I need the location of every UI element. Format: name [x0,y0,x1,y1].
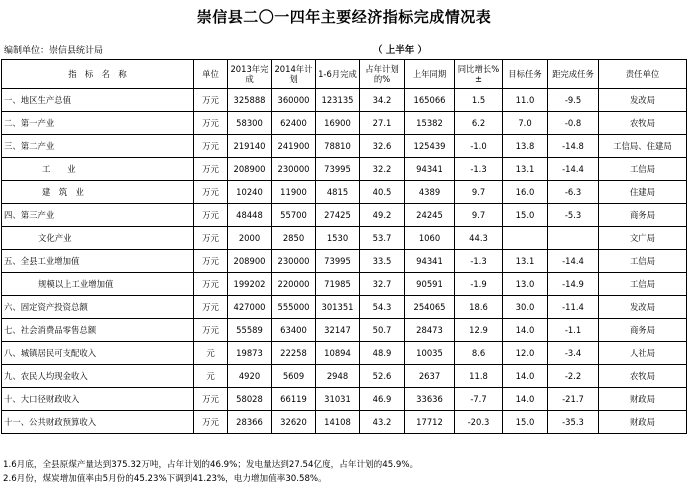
cell-2014-plan: 62400 [272,112,316,135]
cell-target: 7.0 [503,112,548,135]
cell-growth: -1.3 [455,250,503,273]
cell-gap: -11.4 [548,296,599,319]
cell-gap: -0.8 [548,112,599,135]
cell-gap: -6.3 [548,181,599,204]
cell-unit: 万元 [194,250,228,273]
header-target: 目标任务 [503,60,548,89]
cell-gap: -9.5 [548,89,599,112]
cell-last-year: 17712 [405,411,455,434]
cell-indicator-name: 六、固定资产投资总额 [2,296,194,319]
cell-growth: 18.6 [455,296,503,319]
cell-indicator-name: 工 业 [2,158,194,181]
cell-last-year: 125439 [405,135,455,158]
table-row [2,273,687,296]
cell-pct-of-plan: 54.3 [360,296,405,319]
cell-target [503,227,548,250]
cell-gap: -21.7 [548,388,599,411]
cell-gap: -14.4 [548,250,599,273]
cell-indicator-name: 文化产业 [2,227,194,250]
header-jan-jun: 1-6月完成 [316,60,360,89]
header-pct-of-plan: 占年计划的% [360,60,405,89]
cell-unit: 万元 [194,273,228,296]
cell-last-year: 94341 [405,250,455,273]
cell-unit: 元 [194,342,228,365]
cell-target: 14.0 [503,365,548,388]
cell-last-year: 24245 [405,204,455,227]
cell-2013-actual: 28366 [228,411,272,434]
cell-2014-plan: 230000 [272,158,316,181]
cell-2014-plan: 22258 [272,342,316,365]
table-row [2,296,687,319]
header-last-year: 上年同期 [405,60,455,89]
cell-dept: 工信局 [599,250,687,273]
report-period: （ 上半年 ） [372,45,428,56]
header-gap: 距完成任务 [548,60,599,89]
cell-2013-actual: 219140 [228,135,272,158]
table-row [2,158,687,181]
compiling-unit: 编制单位：崇信县统计局 [4,46,104,56]
cell-indicator-name: 二、第一产业 [2,112,194,135]
footnote-2: 2.6月份，煤炭增加值率由5月份的45.23%下调到41.23%，电力增加值率30.58%。 [3,474,327,484]
table-row [2,365,687,388]
cell-2014-plan: 2850 [272,227,316,250]
cell-2014-plan: 230000 [272,250,316,273]
cell-2013-actual: 10240 [228,181,272,204]
cell-target: 15.0 [503,411,548,434]
cell-growth: 12.9 [455,319,503,342]
cell-unit: 万元 [194,112,228,135]
table-row [2,112,687,135]
cell-jan-jun: 73995 [316,250,360,273]
cell-jan-jun: 4815 [316,181,360,204]
cell-jan-jun: 27425 [316,204,360,227]
cell-target: 30.0 [503,296,548,319]
cell-growth: -20.3 [455,411,503,434]
header-dept: 责任单位 [599,60,687,89]
cell-indicator-name: 规模以上工业增加值 [2,273,194,296]
table-row [2,250,687,273]
cell-gap: -14.9 [548,273,599,296]
cell-dept: 住建局 [599,181,687,204]
cell-pct-of-plan: 49.2 [360,204,405,227]
footnote-1: 1.6月底，全县原煤产量达到375.32万吨，占年计划的46.9%；发电量达到27.54亿度，占年计划的45.9%。 [3,460,419,470]
cell-growth: 1.5 [455,89,503,112]
cell-unit: 万元 [194,296,228,319]
cell-dept: 农牧局 [599,365,687,388]
cell-2013-actual: 208900 [228,250,272,273]
cell-last-year: 28473 [405,319,455,342]
cell-unit: 万元 [194,319,228,342]
cell-jan-jun: 32147 [316,319,360,342]
cell-indicator-name: 十一、公共财政预算收入 [2,411,194,434]
cell-indicator-name: 五、全县工业增加值 [2,250,194,273]
table-row [2,89,687,112]
cell-pct-of-plan: 48.9 [360,342,405,365]
cell-unit: 万元 [194,227,228,250]
cell-jan-jun: 16900 [316,112,360,135]
cell-gap: -14.4 [548,158,599,181]
cell-2014-plan: 55700 [272,204,316,227]
cell-dept: 工信局、住建局 [599,135,687,158]
header-2013-actual: 2013年完成 [228,60,272,89]
cell-indicator-name: 一、地区生产总值 [2,89,194,112]
cell-growth: 9.7 [455,204,503,227]
cell-growth: -1.0 [455,135,503,158]
cell-2013-actual: 58300 [228,112,272,135]
cell-2014-plan: 241900 [272,135,316,158]
cell-pct-of-plan: 32.7 [360,273,405,296]
cell-dept: 发改局 [599,89,687,112]
cell-indicator-name: 三、第二产业 [2,135,194,158]
cell-dept: 发改局 [599,296,687,319]
cell-2013-actual: 2000 [228,227,272,250]
header-indicator-name: 指 标 名 称 [2,60,194,89]
footnotes [3,458,418,486]
cell-pct-of-plan: 46.9 [360,388,405,411]
cell-target: 15.0 [503,204,548,227]
table-row [2,204,687,227]
cell-last-year: 1060 [405,227,455,250]
cell-2014-plan: 555000 [272,296,316,319]
cell-last-year: 165066 [405,89,455,112]
cell-pct-of-plan: 34.2 [360,89,405,112]
cell-dept: 人社局 [599,342,687,365]
cell-jan-jun: 73995 [316,158,360,181]
cell-pct-of-plan: 40.5 [360,181,405,204]
cell-target: 12.0 [503,342,548,365]
cell-gap: -2.2 [548,365,599,388]
cell-indicator-name: 七、社会消费品零售总额 [2,319,194,342]
cell-2014-plan: 11900 [272,181,316,204]
cell-gap [548,227,599,250]
cell-indicator-name: 十、大口径财政收入 [2,388,194,411]
cell-gap: -1.1 [548,319,599,342]
cell-gap: -3.4 [548,342,599,365]
cell-gap: -14.8 [548,135,599,158]
cell-last-year: 254065 [405,296,455,319]
cell-last-year: 94341 [405,158,455,181]
cell-last-year: 2637 [405,365,455,388]
cell-dept: 工信局 [599,158,687,181]
cell-unit: 万元 [194,181,228,204]
cell-unit: 万元 [194,204,228,227]
cell-pct-of-plan: 50.7 [360,319,405,342]
cell-unit: 万元 [194,411,228,434]
header-2014-plan: 2014年计划 [272,60,316,89]
cell-2014-plan: 360000 [272,89,316,112]
table-row [2,411,687,434]
table-header-row [2,60,687,89]
cell-jan-jun: 10894 [316,342,360,365]
cell-pct-of-plan: 52.6 [360,365,405,388]
table-row [2,342,687,365]
cell-2013-actual: 4920 [228,365,272,388]
cell-jan-jun: 78810 [316,135,360,158]
cell-dept: 商务局 [599,204,687,227]
cell-growth: 9.7 [455,181,503,204]
cell-unit: 万元 [194,89,228,112]
cell-growth: 8.6 [455,342,503,365]
cell-pct-of-plan: 27.1 [360,112,405,135]
cell-2013-actual: 58028 [228,388,272,411]
cell-pct-of-plan: 43.2 [360,411,405,434]
cell-last-year: 33636 [405,388,455,411]
cell-2014-plan: 63400 [272,319,316,342]
header-growth: 同比增长%± [455,60,503,89]
cell-growth: -7.7 [455,388,503,411]
cell-unit: 万元 [194,388,228,411]
cell-dept: 农牧局 [599,112,687,135]
cell-dept: 工信局 [599,273,687,296]
cell-2013-actual: 427000 [228,296,272,319]
cell-target: 11.0 [503,89,548,112]
cell-pct-of-plan: 33.5 [360,250,405,273]
cell-2013-actual: 55589 [228,319,272,342]
cell-pct-of-plan: 32.2 [360,158,405,181]
cell-indicator-name: 九、农民人均现金收入 [2,365,194,388]
cell-jan-jun: 14108 [316,411,360,434]
cell-target: 13.8 [503,135,548,158]
cell-2014-plan: 32620 [272,411,316,434]
cell-last-year: 10035 [405,342,455,365]
cell-indicator-name: 八、城镇居民可支配收入 [2,342,194,365]
cell-growth: 6.2 [455,112,503,135]
cell-2014-plan: 220000 [272,273,316,296]
table-row [2,181,687,204]
table-row [2,319,687,342]
cell-growth: -1.9 [455,273,503,296]
cell-jan-jun: 301351 [316,296,360,319]
cell-target: 16.0 [503,181,548,204]
cell-gap: -5.3 [548,204,599,227]
cell-target: 14.0 [503,319,548,342]
table-row [2,227,687,250]
header-unit: 单位 [194,60,228,89]
cell-2014-plan: 66119 [272,388,316,411]
cell-jan-jun: 31031 [316,388,360,411]
cell-target: 13.1 [503,158,548,181]
table-row [2,388,687,411]
cell-jan-jun: 1530 [316,227,360,250]
cell-last-year: 90591 [405,273,455,296]
cell-growth: 11.8 [455,365,503,388]
cell-growth: -1.3 [455,158,503,181]
cell-last-year: 4389 [405,181,455,204]
cell-indicator-name: 四、第三产业 [2,204,194,227]
cell-pct-of-plan: 32.6 [360,135,405,158]
cell-dept: 财政局 [599,411,687,434]
cell-gap: -35.3 [548,411,599,434]
cell-2014-plan: 5609 [272,365,316,388]
table-row [2,135,687,158]
cell-target: 13.1 [503,250,548,273]
cell-2013-actual: 48448 [228,204,272,227]
cell-pct-of-plan: 53.7 [360,227,405,250]
cell-growth: 44.3 [455,227,503,250]
cell-2013-actual: 19873 [228,342,272,365]
indicator-table [1,59,687,434]
cell-dept: 商务局 [599,319,687,342]
cell-unit: 元 [194,365,228,388]
cell-jan-jun: 2948 [316,365,360,388]
cell-2013-actual: 208900 [228,158,272,181]
cell-last-year: 15382 [405,112,455,135]
cell-unit: 万元 [194,158,228,181]
cell-target: 13.0 [503,273,548,296]
cell-dept: 文广局 [599,227,687,250]
cell-indicator-name: 建 筑 业 [2,181,194,204]
cell-jan-jun: 123135 [316,89,360,112]
cell-unit: 万元 [194,135,228,158]
cell-dept: 财政局 [599,388,687,411]
cell-target: 14.0 [503,388,548,411]
cell-jan-jun: 71985 [316,273,360,296]
cell-2013-actual: 199202 [228,273,272,296]
cell-2013-actual: 325888 [228,89,272,112]
page-title: 崇信县二〇一四年主要经济指标完成情况表 [196,8,492,26]
